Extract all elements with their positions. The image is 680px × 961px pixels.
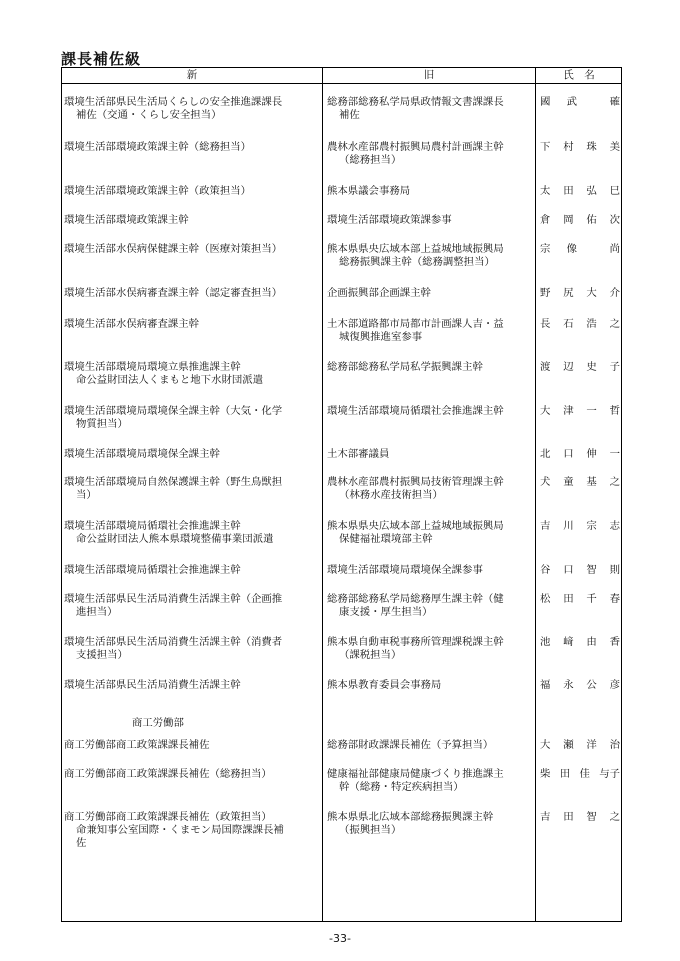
old-position xyxy=(327,476,537,502)
person-name xyxy=(540,214,620,227)
new-position xyxy=(64,476,322,502)
name-char: 田 xyxy=(563,185,574,197)
new-position-line: 環境生活部水俣病保健課主幹（医療対策担当） xyxy=(64,243,283,255)
old-position-line: 熊本県教育委員会事務局 xyxy=(327,679,442,691)
old-position xyxy=(327,636,537,662)
old-position-line: 保健福祉環境部主幹 xyxy=(339,533,433,545)
person-name xyxy=(540,185,620,198)
section-heading: 商工労働部 xyxy=(132,717,184,729)
old-position-line: 総務部総務私学局県政情報文書課課長 xyxy=(327,96,504,108)
name-char: 一 xyxy=(586,405,597,417)
name-char: 武 xyxy=(566,96,578,108)
name-char: 辺 xyxy=(563,361,574,373)
name-char: 﨑 xyxy=(563,636,574,648)
new-position-line: 命公益財団法人熊本県環境整備事業団派遣 xyxy=(76,533,274,545)
header-name: 氏 名 xyxy=(563,69,595,81)
new-position-line: 環境生活部環境局環境保全課主幹 xyxy=(64,448,220,460)
name-char: 野 xyxy=(540,287,551,299)
name-char: 則 xyxy=(609,564,620,576)
name-char: 口 xyxy=(563,448,574,460)
name-char: 洋 xyxy=(586,739,597,751)
old-position xyxy=(327,318,537,344)
old-position xyxy=(327,811,537,837)
new-position-line: 商工労働部商工政策課課長補佐（政策担当） xyxy=(64,811,272,823)
new-position xyxy=(64,811,322,850)
new-position-line: 支援担当） xyxy=(76,649,128,661)
name-char: 谷 xyxy=(540,564,551,576)
new-position-line: 補佐（交通・くらし安全担当） xyxy=(76,109,222,121)
name-char: 次 xyxy=(609,214,620,226)
person-name xyxy=(540,564,620,577)
old-position xyxy=(327,405,537,418)
name-char: 柴 xyxy=(540,768,551,780)
name-char: 珠 xyxy=(586,141,597,153)
name-char: 確 xyxy=(609,96,620,108)
old-position-line: 総務部総務私学局私学振興課主幹 xyxy=(327,361,483,373)
new-position-line: 環境生活部環境局循環社会推進課主幹 xyxy=(64,564,241,576)
old-position-line: （総務担当） xyxy=(339,154,402,166)
new-position xyxy=(64,141,322,154)
name-char: 史 xyxy=(586,361,597,373)
new-position-line: 環境生活部環境政策課主幹 xyxy=(64,214,189,226)
old-position-line: 熊本県県央広域本部上益城地域振興局 xyxy=(327,520,504,532)
name-char: 弘 xyxy=(586,185,597,197)
old-position xyxy=(327,243,537,269)
name-char: 佑 xyxy=(586,214,597,226)
new-position-line: 環境生活部水俣病審査課主幹（認定審査担当） xyxy=(64,287,283,299)
name-char: 大 xyxy=(540,405,551,417)
new-position-line: 環境生活部環境局自然保護課主幹（野生鳥獣担 xyxy=(64,476,283,488)
name-char: 哲 xyxy=(609,405,620,417)
name-char: 智 xyxy=(586,564,597,576)
name-char: 尚 xyxy=(609,243,620,255)
old-position-line: 環境生活部環境政策課参事 xyxy=(327,214,452,226)
old-position xyxy=(327,141,537,167)
person-name xyxy=(540,448,620,461)
old-position xyxy=(327,739,537,752)
name-char: 津 xyxy=(563,405,574,417)
new-position xyxy=(64,768,322,781)
old-position-line: 企画振興部企画課主幹 xyxy=(327,287,431,299)
person-name xyxy=(540,636,620,649)
new-position-line: 佐 xyxy=(76,837,87,849)
name-char: 美 xyxy=(609,141,620,153)
new-position xyxy=(64,361,322,387)
header-old: 旧 xyxy=(423,69,435,81)
name-char: 香 xyxy=(609,636,620,648)
name-char: 佳 xyxy=(579,768,590,780)
person-name xyxy=(540,405,620,418)
name-char: 下 xyxy=(540,141,551,153)
page-number: -33- xyxy=(329,932,351,945)
header-divider xyxy=(62,83,621,84)
old-position xyxy=(327,361,537,374)
new-position-line: 商工労働部商工政策課課長補佐（総務担当） xyxy=(64,768,272,780)
person-name xyxy=(540,141,620,154)
name-char: 智 xyxy=(586,811,597,823)
person-name xyxy=(540,768,620,781)
old-position xyxy=(327,520,537,546)
old-position-line: 土木部道路都市局都市計画課人吉・益 xyxy=(327,318,504,330)
name-char: 犬 xyxy=(540,476,551,488)
new-position xyxy=(64,448,322,461)
old-position xyxy=(327,96,537,122)
name-char: 巳 xyxy=(609,185,620,197)
name-char: 太 xyxy=(540,185,551,197)
person-name xyxy=(540,318,620,331)
person-name xyxy=(540,739,620,752)
name-char: 大 xyxy=(540,739,551,751)
new-position-line: 命兼知事公室国際・くまモン局国際課課長補 xyxy=(76,824,284,836)
old-position-line: 補佐 xyxy=(339,109,360,121)
name-char: 基 xyxy=(586,476,597,488)
name-char: 伸 xyxy=(586,448,597,460)
person-name xyxy=(540,96,620,109)
name-char: 大 xyxy=(586,287,597,299)
new-position xyxy=(64,520,322,546)
new-position xyxy=(64,405,322,431)
person-name xyxy=(540,476,620,489)
person-name xyxy=(540,243,620,256)
new-position-line: 環境生活部県民生活局消費生活課主幹（消費者 xyxy=(64,636,283,648)
old-position xyxy=(327,214,537,227)
old-position-line: 健康福祉部健康局健康づくり推進課主 xyxy=(327,768,504,780)
new-position-line: 命公益財団法人くまもと地下水財団派遣 xyxy=(76,374,264,386)
new-position xyxy=(64,679,322,692)
column-divider xyxy=(322,68,323,921)
new-position-line: 環境生活部県民生活局くらしの安全推進課課長 xyxy=(64,96,283,108)
new-position-line: 環境生活部環境政策課主幹（総務担当） xyxy=(64,141,252,153)
old-position-line: （課税担当） xyxy=(339,649,402,661)
name-char: 口 xyxy=(563,564,574,576)
new-position-line: 環境生活部環境局循環社会推進課主幹 xyxy=(64,520,241,532)
old-position-line: 総務部総務私学局総務厚生課主幹（健 xyxy=(327,593,504,605)
old-position xyxy=(327,185,537,198)
name-char: 瀬 xyxy=(563,739,574,751)
name-char: 吉 xyxy=(540,811,551,823)
old-position-line: 城復興推進室参事 xyxy=(339,331,423,343)
name-char: 子 xyxy=(609,361,620,373)
new-position-line: 環境生活部県民生活局消費生活課主幹（企画推 xyxy=(64,593,283,605)
name-char: 岡 xyxy=(563,214,574,226)
name-char: 浩 xyxy=(586,318,597,330)
personnel-table xyxy=(61,67,622,922)
person-name xyxy=(540,361,620,374)
old-position-line: 環境生活部環境局循環社会推進課主幹 xyxy=(327,405,504,417)
old-position xyxy=(327,287,537,300)
new-position xyxy=(64,243,322,256)
name-char: 童 xyxy=(563,476,574,488)
person-name xyxy=(540,287,620,300)
new-position-line: 環境生活部県民生活局消費生活課主幹 xyxy=(64,679,241,691)
name-char: 川 xyxy=(563,520,574,532)
name-char: 春 xyxy=(609,593,620,605)
name-char: 北 xyxy=(540,448,551,460)
person-name xyxy=(540,811,620,824)
new-position xyxy=(64,593,322,619)
new-position xyxy=(64,318,322,331)
name-char: 由 xyxy=(586,636,597,648)
old-position-line: （林務水産技術担当） xyxy=(339,489,443,501)
old-position-line: 土木部審議員 xyxy=(327,448,390,460)
old-position-line: 農林水産部農村振興局技術管理課主幹 xyxy=(327,476,504,488)
new-position xyxy=(64,739,322,752)
name-char: 國 xyxy=(540,96,551,108)
new-position-line: 物質担当） xyxy=(76,418,128,430)
name-char: 池 xyxy=(540,636,551,648)
name-char: 倉 xyxy=(540,214,551,226)
name-char: 尻 xyxy=(563,287,574,299)
new-position xyxy=(64,185,322,198)
new-position xyxy=(64,564,322,577)
header-new: 新 xyxy=(186,69,198,81)
name-char: 宗 xyxy=(586,520,597,532)
name-char: 志 xyxy=(609,520,620,532)
new-position-line: 当） xyxy=(76,489,97,501)
name-char: 松 xyxy=(540,593,551,605)
name-char: 千 xyxy=(586,593,597,605)
old-position-line: 幹（総務・特定疾病担当） xyxy=(339,781,464,793)
new-position-line: 環境生活部環境局環境立県推進課主幹 xyxy=(64,361,241,373)
person-name xyxy=(540,679,620,692)
name-char: 治 xyxy=(609,739,620,751)
name-char: 彦 xyxy=(609,679,620,691)
name-char: 之 xyxy=(609,476,620,488)
new-position xyxy=(64,636,322,662)
name-char: 介 xyxy=(609,287,620,299)
new-position-line: 環境生活部水俣病審査課主幹 xyxy=(64,318,200,330)
name-char: 石 xyxy=(563,318,574,330)
new-position-line: 環境生活部環境政策課主幹（政策担当） xyxy=(64,185,252,197)
person-name xyxy=(540,593,620,606)
new-position-line: 環境生活部環境局環境保全課主幹（大気・化学 xyxy=(64,405,283,417)
old-position-line: 環境生活部環境局環境保全課参事 xyxy=(327,564,483,576)
old-position xyxy=(327,768,537,794)
name-char: 長 xyxy=(540,318,551,330)
name-char: 公 xyxy=(586,679,597,691)
new-position xyxy=(64,214,322,227)
name-char: 村 xyxy=(563,141,574,153)
name-char: 吉 xyxy=(540,520,551,532)
old-position-line: 康支援・厚生担当） xyxy=(339,606,433,618)
name-char: 田 xyxy=(563,811,574,823)
old-position xyxy=(327,564,537,577)
old-position xyxy=(327,448,537,461)
old-position-line: 熊本県県北広域本部総務振興課主幹 xyxy=(327,811,494,823)
old-position-line: 総務振興課主幹（総務調整担当） xyxy=(339,256,495,268)
new-position-line: 商工労働部商工政策課課長補佐 xyxy=(64,739,210,751)
name-char: 之 xyxy=(609,318,620,330)
new-position-line: 進担当） xyxy=(76,606,118,618)
name-char: 渡 xyxy=(540,361,551,373)
new-position xyxy=(64,287,322,300)
name-char: 福 xyxy=(540,679,551,691)
name-char: 永 xyxy=(563,679,574,691)
name-char: 田 xyxy=(559,768,571,780)
name-char: 田 xyxy=(563,593,574,605)
old-position-line: 熊本県自動車税事務所管理課税課主幹 xyxy=(327,636,504,648)
name-char: 一 xyxy=(609,448,620,460)
old-position-line: 熊本県県央広域本部上益城地域振興局 xyxy=(327,243,504,255)
old-position xyxy=(327,593,537,619)
new-position xyxy=(64,96,322,122)
name-char: 像 xyxy=(566,243,578,255)
old-position-line: 農林水産部農村振興局農村計画課主幹 xyxy=(327,141,504,153)
person-name xyxy=(540,520,620,533)
old-position-line: （振興担当） xyxy=(339,824,402,836)
page-title: 課長補佐級 xyxy=(61,50,142,68)
name-char: 之 xyxy=(609,811,620,823)
old-position-line: 総務部財政課課長補佐（予算担当） xyxy=(327,739,494,751)
old-position-line: 熊本県議会事務局 xyxy=(327,185,411,197)
name-char: 宗 xyxy=(540,243,551,255)
old-position xyxy=(327,679,537,692)
name-char: 与子 xyxy=(599,768,620,780)
